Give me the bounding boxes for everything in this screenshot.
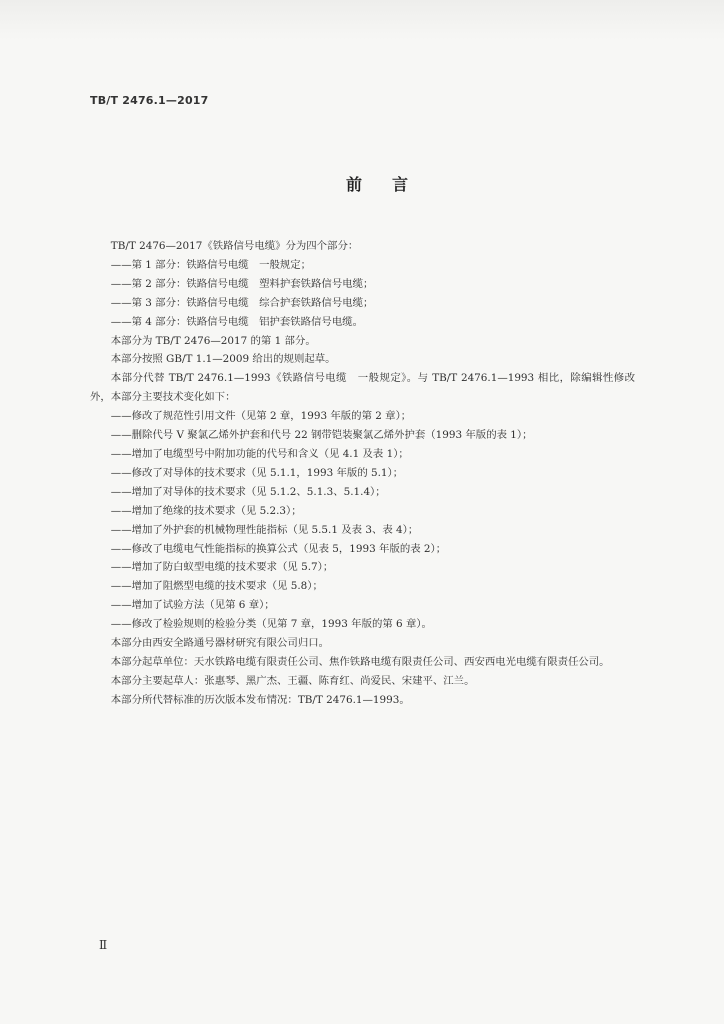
- list-item: ——修改了规范性引用文件（见第 2 章，1993 年版的第 2 章）；: [110, 410, 412, 423]
- list-item: ——第 3 部分：铁路信号电缆 综合护套铁路信号电缆；: [110, 296, 374, 309]
- scan-shadow: [0, 0, 724, 40]
- paragraph: TB/T 2476—2017《铁路信号电缆》分为四个部分：: [110, 240, 359, 252]
- page-title: 前言: [345, 175, 438, 194]
- foreword-body: [90, 237, 635, 710]
- list-item: ——修改了对导体的技术要求（见 5.1.1，1993 年版的 5.1）；: [110, 466, 404, 479]
- list-item: ——第 1 部分：铁路信号电缆 一般规定；: [110, 258, 312, 271]
- list-item: ——增加了外护套的机械物理性能指标（见 5.5.1 及表 3、表 4）；: [110, 523, 419, 536]
- paragraph: 本部分起草单位：天水铁路电缆有限责任公司、焦作铁路电缆有限责任公司、西安西电光电缆有限责任公司。: [110, 655, 610, 668]
- paragraph: 本部分按照 GB/T 1.1—2009 给出的规则起草。: [110, 353, 336, 366]
- document-code: TB/T 2476.1—2017: [90, 94, 209, 107]
- list-item: ——增加了防白蚁型电缆的技术要求（见 5.7）；: [110, 561, 334, 574]
- list-item: ——删除代号 V 聚氯乙烯外护套和代号 22 钢带铠装聚氯乙烯外护套（1993 年版的表 1）；: [110, 429, 533, 442]
- paragraph: 本部分主要起草人：张惠琴、黑广杰、王疆、陈育红、尚爱民、宋建平、江兰。: [110, 674, 475, 687]
- list-item: ——增加了电缆型号中附加功能的代号和含义（见 4.1 及表 1）；: [110, 447, 409, 460]
- paragraph: 本部分所代替标准的历次版本发布情况：TB/T 2476.1—1993。: [110, 693, 410, 706]
- list-item: ——增加了试验方法（见第 6 章）；: [110, 599, 275, 612]
- list-item: ——修改了检验规则的检验分类（见第 7 章，1993 年版的第 6 章）。: [110, 618, 432, 631]
- list-item: ——增加了阻燃型电缆的技术要求（见 5.8）；: [110, 580, 323, 593]
- paragraph: 本部分代替 TB/T 2476.1—1993《铁路信号电缆 一般规定》。与 TB/T 2476.1—1993 相比，除编辑性修改外，本部分主要技术变化如下：: [90, 372, 635, 404]
- paragraph: 本部分由西安全路通号器材研究有限公司归口。: [110, 637, 329, 650]
- page-number: Ⅱ: [99, 938, 108, 952]
- list-item: ——第 2 部分：铁路信号电缆 塑料护套铁路信号电缆；: [110, 277, 374, 290]
- list-item: ——增加了对导体的技术要求（见 5.1.2、5.1.3、5.1.4）；: [110, 485, 386, 498]
- paragraph: 本部分为 TB/T 2476—2017 的第 1 部分。: [110, 334, 316, 347]
- list-item: ——第 4 部分：铁路信号电缆 铝护套铁路信号电缆。: [110, 315, 363, 328]
- list-item: ——增加了绝缘的技术要求（见 5.2.3）；: [110, 504, 302, 517]
- list-item: ——修改了电缆电气性能指标的换算公式（见表 5，1993 年版的表 2）；: [110, 542, 447, 555]
